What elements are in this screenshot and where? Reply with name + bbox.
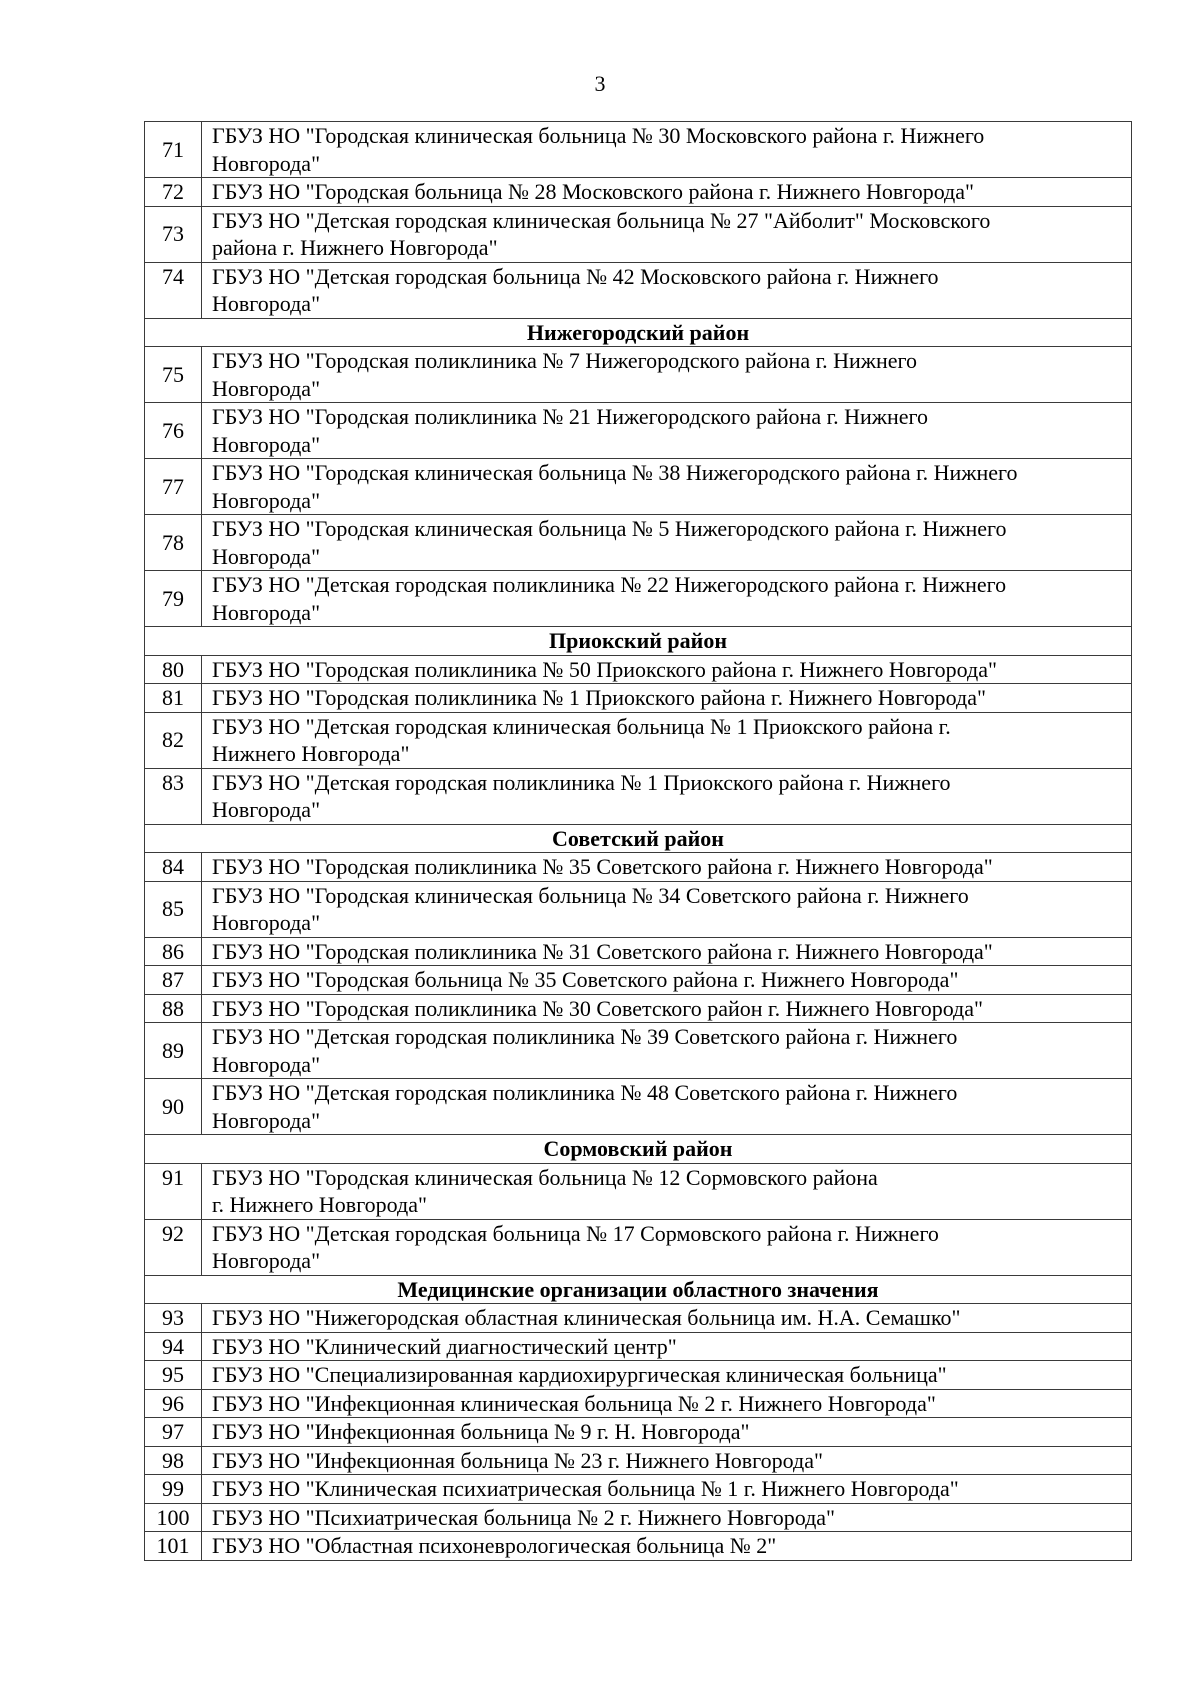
- table-row: [145, 881, 1132, 937]
- table-row: [145, 1475, 1132, 1504]
- table-row: [145, 206, 1132, 262]
- row-number: 75: [145, 347, 202, 403]
- table-row: [145, 459, 1132, 515]
- row-number: 79: [145, 571, 202, 627]
- row-number: 89: [145, 1023, 202, 1079]
- table-row: [145, 515, 1132, 571]
- row-number: 100: [145, 1503, 202, 1532]
- table-row: [145, 966, 1132, 995]
- table-row: [145, 403, 1132, 459]
- page-number: 3: [594, 71, 606, 96]
- table-row: [145, 655, 1132, 684]
- institution-name: ГБУЗ НО "Городская поликлиника № 7 Нижегородского района г. Нижнего Новгорода": [202, 347, 1132, 403]
- table-row: [145, 1163, 1132, 1219]
- table-row: [145, 1532, 1132, 1561]
- row-number: 97: [145, 1418, 202, 1447]
- row-number: 78: [145, 515, 202, 571]
- table-row: [145, 853, 1132, 882]
- section-title: Приокский район: [145, 627, 1132, 656]
- institution-name: ГБУЗ НО "Инфекционная больница № 9 г. Н. Новгорода": [202, 1418, 1132, 1447]
- institution-name: ГБУЗ НО "Детская городская больница № 17 Сормовского района г. Нижнего Новгорода": [202, 1219, 1132, 1275]
- table-row: [145, 1503, 1132, 1532]
- institution-name: ГБУЗ НО "Городская клиническая больница № 5 Нижегородского района г. Нижнего Новгорода": [202, 515, 1132, 571]
- institution-name: ГБУЗ НО "Городская клиническая больница № 30 Московского района г. Нижнего Новгорода": [202, 122, 1132, 178]
- row-number: 80: [145, 655, 202, 684]
- institution-name: ГБУЗ НО "Детская городская больница № 42 Московского района г. Нижнего Новгорода": [202, 262, 1132, 318]
- table-row: [145, 1418, 1132, 1447]
- table-row: [145, 937, 1132, 966]
- table-row: [145, 262, 1132, 318]
- institution-name: ГБУЗ НО "Детская городская клиническая больница № 1 Приокского района г. Нижнего Новгорода": [202, 712, 1132, 768]
- section-title: Сормовский район: [145, 1135, 1132, 1164]
- section-header-row: [145, 627, 1132, 656]
- institution-name: ГБУЗ НО "Городская клиническая больница № 34 Советского района г. Нижнего Новгорода": [202, 881, 1132, 937]
- table-row: [145, 1304, 1132, 1333]
- row-number: 86: [145, 937, 202, 966]
- table-row: [145, 1389, 1132, 1418]
- table-row: [145, 1023, 1132, 1079]
- section-title: Нижегородский район: [145, 318, 1132, 347]
- row-number: 93: [145, 1304, 202, 1333]
- table-row: [145, 712, 1132, 768]
- section-title: Медицинские организации областного значения: [145, 1275, 1132, 1304]
- institution-name: ГБУЗ НО "Детская городская поликлиника № 1 Приокского района г. Нижнего Новгорода": [202, 768, 1132, 824]
- institution-name: ГБУЗ НО "Городская поликлиника № 30 Советского район г. Нижнего Новгорода": [202, 994, 1132, 1023]
- row-number: 83: [145, 768, 202, 824]
- row-number: 95: [145, 1361, 202, 1390]
- row-number: 87: [145, 966, 202, 995]
- table-row: [145, 178, 1132, 207]
- section-header-row: [145, 824, 1132, 853]
- institutions-table: [144, 121, 1132, 1561]
- row-number: 81: [145, 684, 202, 713]
- institutions-table-body: [145, 122, 1132, 1561]
- institution-name: ГБУЗ НО "Городская больница № 35 Советского района г. Нижнего Новгорода": [202, 966, 1132, 995]
- institution-name: ГБУЗ НО "Городская клиническая больница № 38 Нижегородского района г. Нижнего Новгорода": [202, 459, 1132, 515]
- institution-name: ГБУЗ НО "Городская поликлиника № 35 Советского района г. Нижнего Новгорода": [202, 853, 1132, 882]
- institution-name: ГБУЗ НО "Инфекционная клиническая больница № 2 г. Нижнего Новгорода": [202, 1389, 1132, 1418]
- table-row: [145, 994, 1132, 1023]
- row-number: 96: [145, 1389, 202, 1418]
- institution-name: ГБУЗ НО "Городская больница № 28 Московского района г. Нижнего Новгорода": [202, 178, 1132, 207]
- institution-name: ГБУЗ НО "Городская клиническая больница № 12 Сормовского района г. Нижнего Новгорода": [202, 1163, 1132, 1219]
- section-header-row: [145, 1135, 1132, 1164]
- institution-name: ГБУЗ НО "Инфекционная больница № 23 г. Нижнего Новгорода": [202, 1446, 1132, 1475]
- institution-name: ГБУЗ НО "Клиническая психиатрическая больница № 1 г. Нижнего Новгорода": [202, 1475, 1132, 1504]
- table-row: [145, 571, 1132, 627]
- row-number: 76: [145, 403, 202, 459]
- table-row: [145, 768, 1132, 824]
- institution-name: ГБУЗ НО "Специализированная кардиохирургическая клиническая больница": [202, 1361, 1132, 1390]
- institution-name: ГБУЗ НО "Областная психоневрологическая больница № 2": [202, 1532, 1132, 1561]
- row-number: 90: [145, 1079, 202, 1135]
- row-number: 91: [145, 1163, 202, 1219]
- row-number: 72: [145, 178, 202, 207]
- table-row: [145, 347, 1132, 403]
- institution-name: ГБУЗ НО "Городская поликлиника № 50 Приокского района г. Нижнего Новгорода": [202, 655, 1132, 684]
- table-row: [145, 1361, 1132, 1390]
- row-number: 74: [145, 262, 202, 318]
- row-number: 98: [145, 1446, 202, 1475]
- institution-name: ГБУЗ НО "Нижегородская областная клиническая больница им. Н.А. Семашко": [202, 1304, 1132, 1333]
- institution-name: ГБУЗ НО "Детская городская поликлиника № 39 Советского района г. Нижнего Новгорода": [202, 1023, 1132, 1079]
- institution-name: ГБУЗ НО "Клинический диагностический центр": [202, 1332, 1132, 1361]
- row-number: 84: [145, 853, 202, 882]
- section-title: Советский район: [145, 824, 1132, 853]
- institution-name: ГБУЗ НО "Детская городская поликлиника № 48 Советского района г. Нижнего Новгорода": [202, 1079, 1132, 1135]
- table-row: [145, 1079, 1132, 1135]
- institution-name: ГБУЗ НО "Городская поликлиника № 1 Приокского района г. Нижнего Новгорода": [202, 684, 1132, 713]
- table-row: [145, 1332, 1132, 1361]
- institution-name: ГБУЗ НО "Детская городская клиническая больница № 27 "Айболит" Московского района г. Нижнего Новгорода": [202, 206, 1132, 262]
- row-number: 73: [145, 206, 202, 262]
- table-row: [145, 1219, 1132, 1275]
- row-number: 94: [145, 1332, 202, 1361]
- row-number: 99: [145, 1475, 202, 1504]
- row-number: 92: [145, 1219, 202, 1275]
- institution-name: ГБУЗ НО "Психиатрическая больница № 2 г. Нижнего Новгорода": [202, 1503, 1132, 1532]
- institution-name: ГБУЗ НО "Детская городская поликлиника № 22 Нижегородского района г. Нижнего Новгорода": [202, 571, 1132, 627]
- section-header-row: [145, 1275, 1132, 1304]
- row-number: 71: [145, 122, 202, 178]
- institution-name: ГБУЗ НО "Городская поликлиника № 21 Нижегородского района г. Нижнего Новгорода": [202, 403, 1132, 459]
- row-number: 77: [145, 459, 202, 515]
- row-number: 82: [145, 712, 202, 768]
- row-number: 88: [145, 994, 202, 1023]
- table-row: [145, 122, 1132, 178]
- institution-name: ГБУЗ НО "Городская поликлиника № 31 Советского района г. Нижнего Новгорода": [202, 937, 1132, 966]
- table-row: [145, 684, 1132, 713]
- row-number: 85: [145, 881, 202, 937]
- row-number: 101: [145, 1532, 202, 1561]
- section-header-row: [145, 318, 1132, 347]
- table-row: [145, 1446, 1132, 1475]
